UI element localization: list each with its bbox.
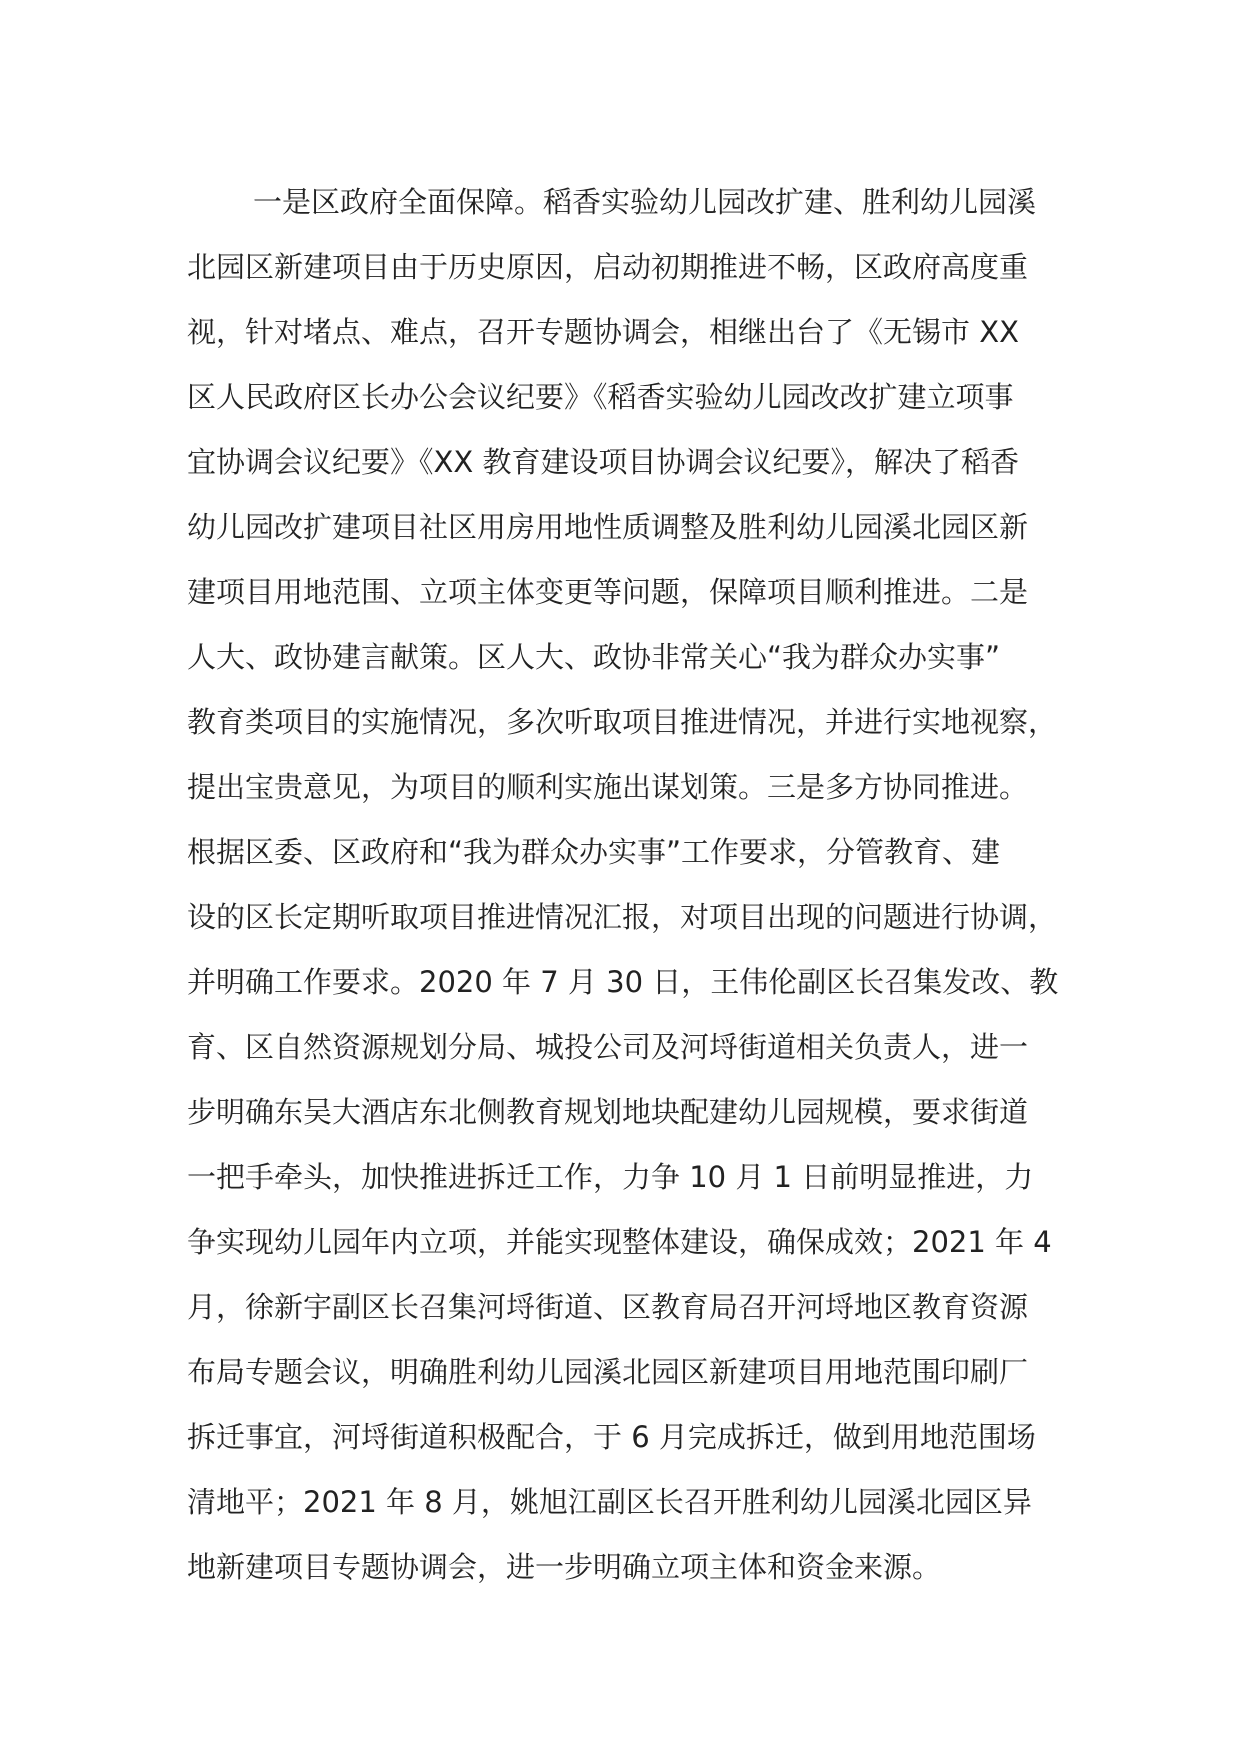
paragraph-line: 幼儿园改扩建项目社区用房用地性质调整及胜利幼儿园溪北园区新: [187, 510, 1029, 544]
paragraph-line: 拆迁事宜，河埒街道积极配合，于 6 月完成拆迁，做到用地范围场: [187, 1420, 1036, 1454]
paragraph-line: 人大、政协建言献策。区人大、政协非常关心“我为群众办实事”: [187, 640, 1001, 674]
paragraph-line: 育、区自然资源规划分局、城投公司及河埒街道相关负责人，进一: [187, 1030, 1029, 1064]
paragraph-line: 教育类项目的实施情况，多次听取项目推进情况，并进行实地视察，: [187, 705, 1058, 739]
paragraph-line: 北园区新建项目由于历史原因，启动初期推进不畅，区政府高度重: [187, 250, 1029, 284]
body-paragraph: [187, 170, 1067, 1600]
paragraph-line: 区人民政府区长办公会议纪要》《稻香实验幼儿园改改扩建立项事: [187, 380, 1014, 414]
paragraph-line: 清地平；2021 年 8 月，姚旭江副区长召开胜利幼儿园溪北园区异: [187, 1485, 1032, 1519]
paragraph-line: 宜协调会议纪要》《XX 教育建设项目协调会议纪要》，解决了稻香: [187, 445, 1019, 479]
paragraph-line: 一是区政府全面保障。稻香实验幼儿园改扩建、胜利幼儿园溪: [253, 185, 1037, 219]
paragraph-line: 建项目用地范围、立项主体变更等问题，保障项目顺利推进。二是: [187, 575, 1029, 609]
paragraph-line: 一把手牵头，加快推进拆迁工作，力争 10 月 1 日前明显推进，力: [187, 1160, 1034, 1194]
paragraph-line: 月，徐新宇副区长召集河埒街道、区教育局召开河埒地区教育资源: [187, 1290, 1029, 1324]
paragraph-line: 并明确工作要求。2020 年 7 月 30 日，王伟伦副区长召集发改、教: [187, 965, 1059, 999]
paragraph-line: 布局专题会议，明确胜利幼儿园溪北园区新建项目用地范围印刷厂: [187, 1355, 1029, 1389]
paragraph-line: 设的区长定期听取项目推进情况汇报，对项目出现的问题进行协调，: [187, 900, 1058, 934]
paragraph-line: 地新建项目专题协调会，进一步明确立项主体和资金来源。: [187, 1550, 942, 1584]
paragraph-line: 争实现幼儿园年内立项，并能实现整体建设，确保成效；2021 年 4: [187, 1225, 1052, 1259]
paragraph-line: 视，针对堵点、难点，召开专题协调会，相继出台了《无锡市 XX: [187, 315, 1019, 349]
paragraph-line: 根据区委、区政府和“我为群众办实事”工作要求，分管教育、建: [187, 835, 1001, 869]
paragraph-line: 提出宝贵意见，为项目的顺利实施出谋划策。三是多方协同推进。: [187, 770, 1029, 804]
paragraph-line: 步明确东吴大酒店东北侧教育规划地块配建幼儿园规模，要求街道: [187, 1095, 1029, 1129]
